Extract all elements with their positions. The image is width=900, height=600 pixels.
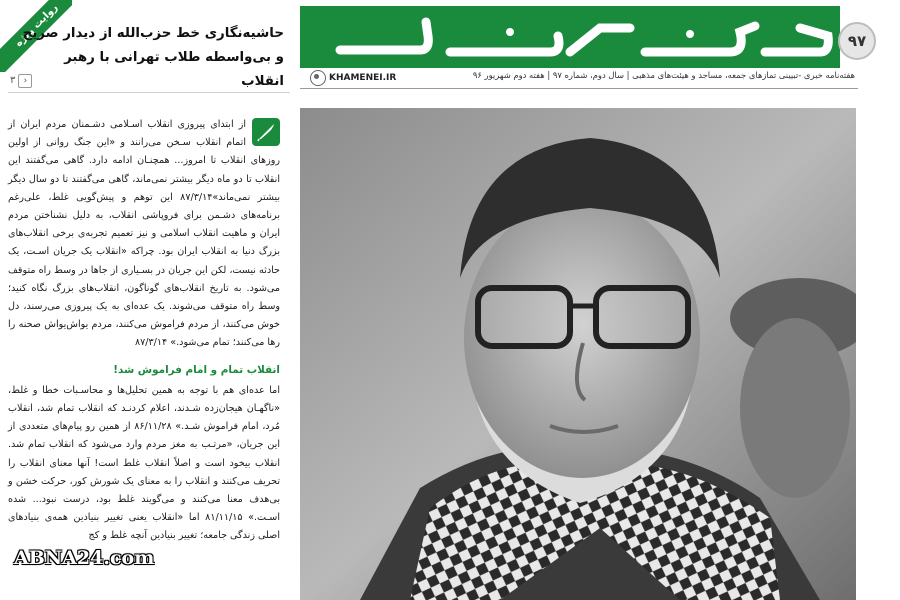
- article-paragraph: از ابتدای پیروزی انقلاب اسـلامی دشـمنان مردم ایران از اتمام انقلاب سـخن می‌رانند و «این جنگ روانی از اولین روزهای انقلاب تا امروز... همچنـان ادامه دارد. گاهی می‌گفتند این انقلاب تا دو ماه دیگر بیشتر نمی‌ماند، گاهی می‌گفتند تا دو سال دیگر بیشتر نمی‌ماند»۸۷/۳/۱۴ این توهم و پیش‌گویی غلط، علی‌رغم برنامه‌های دشـمن برای فروپاشی انقلاب، به دلیل نشناختن مردم ایران و ماهیت انقلاب اسلامی و نیز تعمیم تجربه‌ی برخی انقلاب‌های بزرگ دنیا به انقلاب ایران بود. چراکه «انقلاب یک جریان اسـت، یک حادثه نیست، لکن این جریان در بسـیاری از جاها در وسط راه متوقف می‌شود. به تاریخ انقلاب‌های گوناگون، انقلاب‌های بزرگ نگاه کنید؛ وسط راه متوقف می‌شوند. یک عده‌ای به یک پیروزی می‌رسند، دل خوش می‌کنند، از مردم فراموش می‌کنند، مردم یواش‌یواش صحنه را رها می‌کنند؛ تمام می‌شود.» ۸۷/۳/۱۴: [8, 119, 280, 349]
- masthead-logo-text: خط حزب‌الله: [567, 63, 573, 64]
- site-logo[interactable]: [310, 70, 396, 86]
- issue-number-badge: ۹۷: [838, 22, 876, 60]
- page-reference-number: ۳: [10, 75, 16, 86]
- page-reference[interactable]: [10, 74, 32, 88]
- site-name: KHAMENEI.IR: [329, 73, 397, 83]
- article-column: [8, 116, 280, 552]
- masthead-divider: [300, 88, 858, 89]
- masthead-tagline: هفته‌نامه خبری -تبیینی تمازهای جمعه، مساجد و هیئت‌های مذهبی | سال دوم، شماره ۹۷ | هفته دوم شهریور ۹۶: [472, 70, 855, 80]
- leader-portrait-photo: [300, 108, 856, 600]
- watermark-text: ABNA24.com: [14, 547, 155, 569]
- page-headline: حاشیه‌نگاری خط حزب‌الله از دیدار صریح و بی‌واسطه طلاب تهرانی با رهبر انقلاب: [22, 26, 284, 89]
- arrow-left-icon: ‹: [18, 74, 32, 88]
- masthead: [300, 6, 867, 68]
- header-divider: [8, 92, 290, 93]
- khamenei-logo-icon: [310, 70, 326, 86]
- article-paragraph: اما عده‌ای هم با توجه به همین تحلیل‌ها و محاسـبات خطا و غلط، «ناگهـان هیجان‌زده شـدند، اعلام کردنـد که انقلاب تمام شد، انقلاب مُرد، امام فراموش شـد.» ۸۶/۱۱/۲۸ از همین رو پیام‌های متعددی از این جریان، «مرتـب به مغز مردم وارد می‌شود که انقلاب تمام شد. انقلاب بیخود است و اصلاً انقلاب غلط است! آنها معنای انقلاب را تحریف می‌کنند و انقلاب را به معنای یک شورش کور، حرکت خشن و بی‌هدف معنا می‌کنند و می‌گویند غلط بود، درست نبود... شده اسـت.» ۸۱/۱۱/۱۵ اما «انقلاب یعنی تغییر بنیادین همه‌ی بنیادهای اصلی زندگی جامعه؛ تغییر بنیادین آنچه غلط و کج: [8, 384, 280, 542]
- corner-ribbon-label: روایت ویژه: [0, 0, 72, 72]
- quill-icon: [252, 118, 280, 146]
- article-subheading: انقلاب تمام و امام فراموش شد!: [113, 363, 280, 376]
- masthead-logo: [300, 6, 840, 68]
